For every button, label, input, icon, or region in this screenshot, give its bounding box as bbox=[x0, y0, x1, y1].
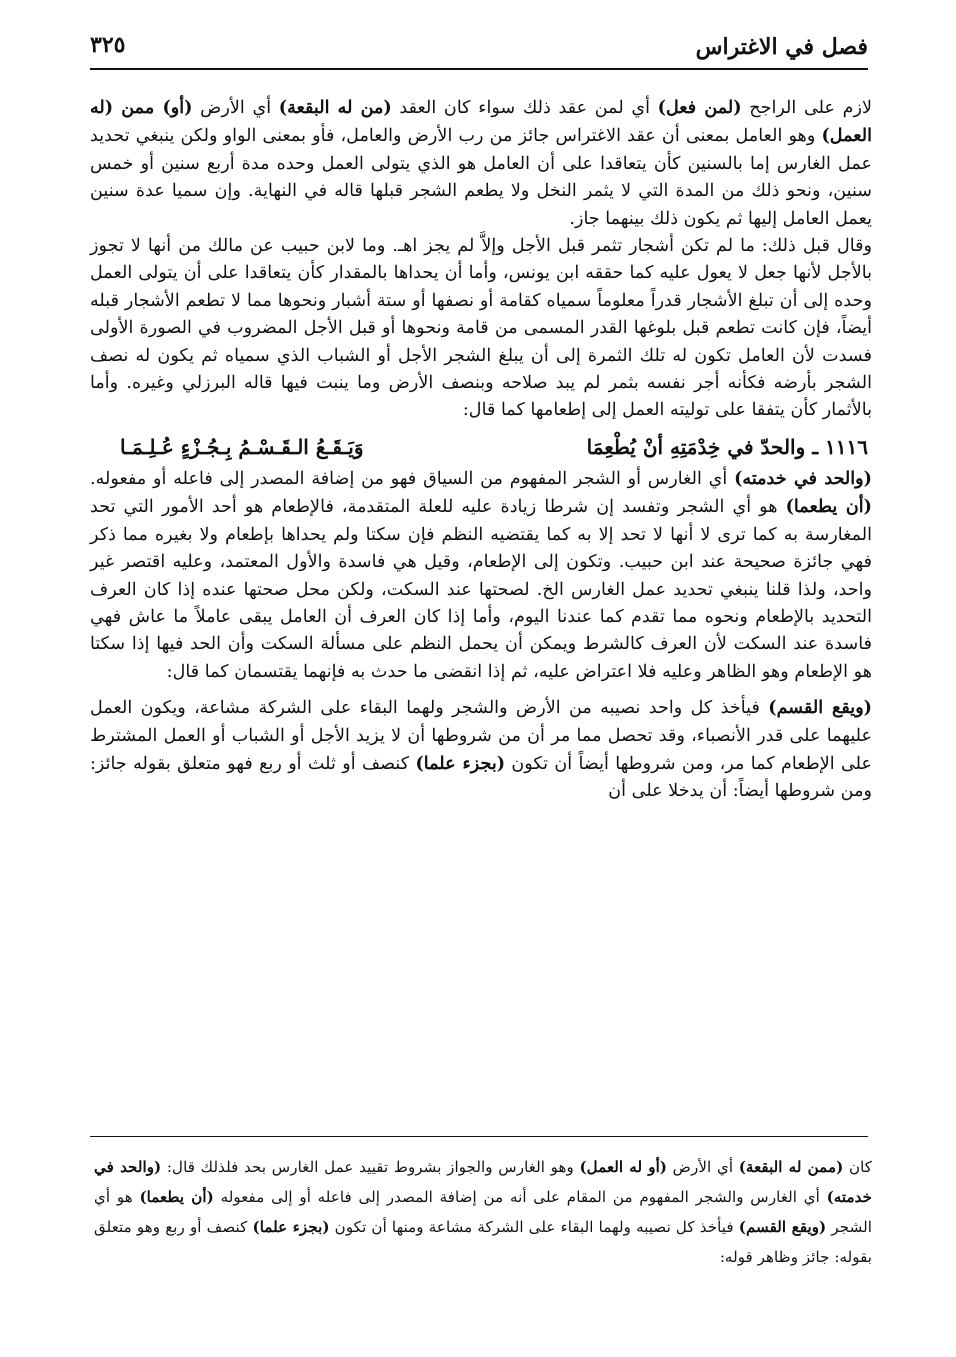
text-run: أي الأرض bbox=[666, 1158, 739, 1176]
running-header bbox=[90, 28, 868, 70]
quoted-term: (أو له العمل) bbox=[579, 1158, 667, 1176]
text-run: وهو العامل بمعنى أن عقد الاغتراس جائز من رب الأرض والعامل، فأو بمعنى الواو ولكن ينبغي تحديد عمل الغارس إما بالسنين كأن يتعاقدا على أن العامل هو الذي يتولى العمل وحده مدة أربع سنين أو خمس سنين، ونحو ذلك من المدة التي لا يثمر النخل ولا يطعم الشجر قبلها قاله في النهاية. وإن سميا عدة سنين يعمل العامل إليها ثم يكون ذلك بينهما جاز. bbox=[90, 126, 872, 229]
footnote-divider bbox=[90, 1136, 868, 1137]
text-run: وهو الغارس والجواز بشروط تقييد عمل الغارس بحد فلذلك قال: bbox=[161, 1158, 580, 1176]
footnote-paragraph bbox=[94, 1152, 872, 1272]
text-run: لازم على الراجح bbox=[741, 98, 872, 118]
text-run: أي الغارس أو الشجر المفهوم من السياق فهو من إضافة المصدر إلى فاعله أو مفعوله. bbox=[90, 468, 735, 489]
quoted-term: (ممن له البقعة) bbox=[738, 1158, 844, 1176]
text-run: كان bbox=[843, 1158, 872, 1176]
text-run: فيأخذ كل واحد نصيبه من الأرض والشجر ولهما البقاء على الشركة مشاعة، ويكون العمل عليهما على قدر الأنصباء، وقد تحصل مما مر أن من شروطها أن لا يزيد الأجل أو الشباب أو العمل المشترط على الإطعام كما مر، ومن شروطها أيضاً أن تكون bbox=[90, 698, 872, 774]
quoted-term: (بجزء علما) bbox=[415, 752, 506, 774]
text-run: فيأخذ كل نصيبه ولهما البقاء على الشركة مشاعة ومنها أن تكون bbox=[329, 1218, 739, 1236]
quoted-term: (من له البقعة) bbox=[278, 97, 392, 118]
paragraph-1 bbox=[90, 94, 872, 233]
verse-hemistich-second: وَيَـقَـعُ الـقَـسْـمُ بِـجُـزْءٍ عُـلِـمَـا bbox=[120, 434, 364, 459]
text-run: كنصف أو ثلث أو ربع فهو متعلق بقوله جائز: ومن شروطها أيضاً: أن يدخلا على أن bbox=[90, 753, 872, 802]
text-run: هو أي الشجر bbox=[94, 1188, 872, 1236]
quoted-term: (ويقع القسم) bbox=[738, 1218, 827, 1236]
text-run: كنصف أو ربع وهو متعلق بقوله: جائز وظاهر قوله: bbox=[94, 1218, 872, 1266]
quoted-term: (أن يطعما) bbox=[139, 1188, 214, 1206]
verse-line bbox=[90, 433, 872, 461]
quoted-term: (ويقع القسم) bbox=[768, 697, 873, 719]
paragraph-3 bbox=[90, 465, 872, 686]
text-run: أي الغارس والشجر المفهوم من المقام على أنه من إضافة المصدر إلى فاعله أو إلى مفعوله bbox=[213, 1188, 827, 1206]
main-text bbox=[90, 94, 872, 806]
paragraph-2: وقال قبل ذلك: ما لم تكن أشجار تثمر قبل الأجل وإلاَّ لم يجز اهـ. وما لابن حبيب عن مالك من أنها لا تجوز بالأجل لأنها جعل لا يعول عليه كما حققه ابن يونس، وأما أن يحداها بالمقدار كأن يتعاقدا على أن يتولى العمل وحده إلى أن تبلغ الأشجار قدراً معلوماً سمياه كقامة أو نصفها أو ستة أشبار ونحوها مما لا تطعم الأشجار قبله أيضاً، فإن كانت تطعم قبل بلوغها القدر المسمى من قامة ونحوها أو قبل الأجل المضروب في الصورة الأولى فسدت لأن العامل تكون له تلك الثمرة إلى أن يبلغ الشجر الأجل أو الشباب الذي سمياه ثم يكون له نصف الشجر بأرضه فكأنه أجر نفسه بثمر لم يبد صلاحه وبنصف الأرض وما ينبت فيها قاله البرزلي وغيره. وأما بالأثمار كأن يتفقا على توليته العمل إلى إطعامها كما قال: bbox=[90, 236, 872, 421]
footnote-commentary bbox=[94, 1152, 872, 1272]
quoted-term: (بجزء علما) bbox=[252, 1218, 330, 1236]
quoted-term: (والحد في خدمته) bbox=[94, 1158, 873, 1206]
chapter-title: فصل في الاغتراس bbox=[695, 34, 868, 60]
paragraph-4 bbox=[90, 694, 872, 806]
quoted-term: (أن يطعما) bbox=[785, 496, 872, 518]
quoted-term: (لمن فعل) bbox=[657, 97, 742, 118]
text-run: أي الأرض bbox=[192, 98, 279, 118]
quoted-term: (أو) ممن (له العمل) bbox=[90, 97, 872, 147]
quoted-term: (والحد في خدمته) bbox=[734, 467, 872, 489]
verse-hemistich-first: ١١١٦ ـ والحدّ في خِدْمَتِهِ أنْ يُطْعِمَا bbox=[586, 434, 868, 459]
text-run: هو أي الشجر وتفسد إن شرطا زيادة عليه للعلة المتقدمة، فالإطعام هو أحد الأمور التي تحد المغارسة به كما ترى لا أنها لا تحد إلا به كما يقتضيه النظم فإن سكتا ولم يحداها بإطعام ولا بغيره مما ذكر فهي جائزة صحيحة عند ابن حبيب. وتكون إلى الإطعام، وقيل هي فاسدة والأول المعتمد، وعليه اقتصر غير واحد، ولذا قلنا ينبغي تحديد عمل الغارس الخ. لصحتها عند السكت، ولكن محل صحتها عنده إذا كان العرف التحديد بالإطعام ونحوه مما تقدم كما عندنا اليوم، وأما إذا كان العرف أن العامل يبقى عاملاً ما عاش فهي فاسدة عند السكت لأن العرف كالشرط ويمكن أن يحمل النظم على مسألة السكت وأن الحد فيها إذا سكتا هو الإطعام وهو الظاهر وعليه فلا اعتراض عليه، ثم إذا انقضى ما حدث به فإنهما يقتسمان كما قال: bbox=[90, 497, 872, 682]
page-number: ٣٢٥ bbox=[90, 32, 126, 58]
text-run: أي لمن عقد ذلك سواء كان العقد bbox=[391, 98, 658, 118]
